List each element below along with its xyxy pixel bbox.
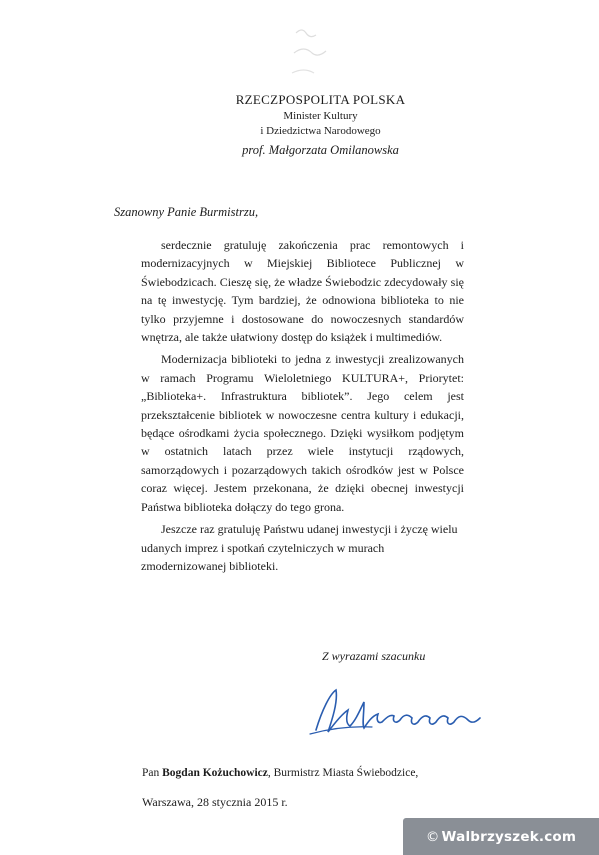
closing-phrase: Z wyrazami szacunku — [322, 649, 426, 663]
paragraph-2: Modernizacja biblioteki to jedna z inwestycji zrealizowanych w ramach Programu Wieloletniego KULTURA+, Priorytet: „Biblioteka+. Infrastruktura bibliotek”. Jego celem jest przekształcenie bibliotek w nowoczesne centra kultury i edukacji, będące ośrodkami życia społecznego. Dzięki wysiłkom podjętym w ostatnich latach przez wiele instytucji rządowych, samorządowych i pozarządowych takich ośrodków jest w Polsce coraz więcej. Jestem przekonana, że dzięki obecnej inwestycji Państwa biblioteka dołączy do tego grona. — [141, 352, 464, 514]
letterhead-minister-name: prof. Małgorzata Omilanowska — [242, 143, 399, 157]
addressee-prefix: Pan — [142, 767, 160, 779]
site-watermark — [403, 818, 599, 855]
letter-body — [141, 236, 464, 579]
letterhead-office-line1: Minister Kultury — [283, 110, 358, 122]
faint-stamp-mark — [286, 18, 346, 88]
paragraph-3: Jeszcze raz gratuluję Państwu udanej inwestycji i życzę wielu udanych imprez i spotkań czytelniczych w murach zmodernizowanej biblioteki. — [141, 522, 458, 573]
letterhead-office-line2: i Dziedzictwa Narodowego — [260, 125, 381, 137]
letterhead — [21, 91, 599, 160]
watermark-site: Walbrzyszek.com — [441, 828, 577, 845]
addressee-line — [142, 767, 418, 779]
paragraph-1: serdecznie gratuluję zakończenia prac remontowych i modernizacyjnych w Miejskiej Bibliotece Publicznej w Świebodzicach. Cieszę się, że władze Świebodzic zdecydowały się na tę inwestycję. Tym bardziej, że odnowiona biblioteka to nie tylko przyjemne i dostosowane do nowoczesnych standardów wnętrza, ale także ułatwiony dostęp do książek i multimediów. — [141, 238, 464, 345]
date-line: Warszawa, 28 stycznia 2015 r. — [142, 795, 288, 809]
copyright-icon: © — [425, 828, 440, 845]
addressee-name: Bogdan Kożuchowicz — [162, 767, 268, 779]
addressee-title: , Burmistrz Miasta Świebodzice, — [267, 767, 419, 779]
salutation: Szanowny Panie Burmistrzu, — [114, 205, 259, 219]
handwritten-signature — [302, 680, 492, 740]
letterhead-country: RZECZPOSPOLITA POLSKA — [235, 92, 406, 107]
watermark-text — [426, 829, 576, 845]
